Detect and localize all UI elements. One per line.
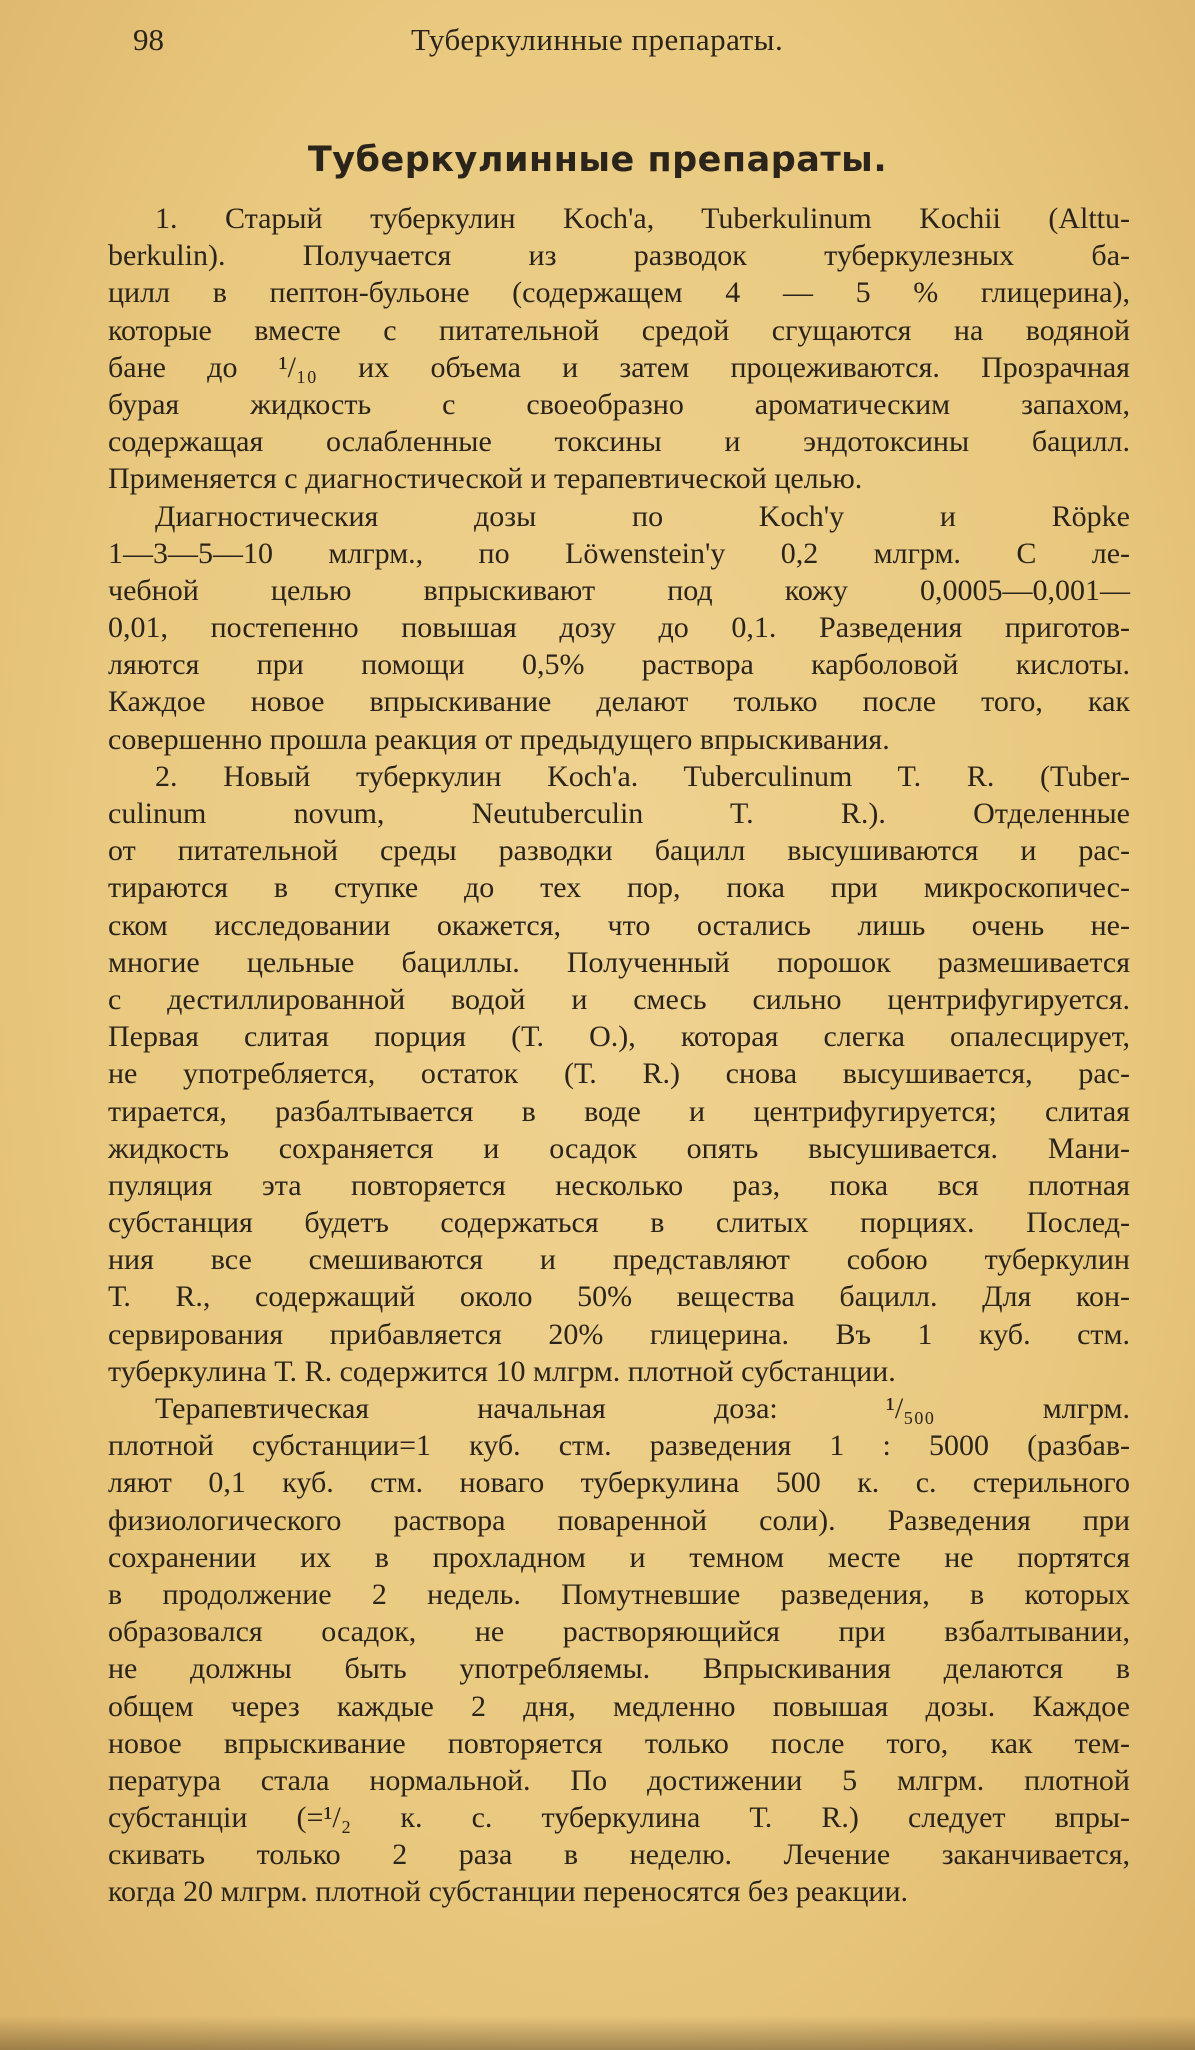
text-line: 1. Старый туберкулин Koch'a, Tuberkulinum Kochii (Alttu- [155,202,1130,235]
text-line: субстанция будетъ содержаться в слитых порциях. Послед- [108,1206,1130,1240]
running-title: Туберкулинные препараты. [411,22,784,57]
text-line: Применяется с диагностической и терапевтической целью. [108,462,863,496]
text-line: цилл в пептон-бульоне (содержащем 4 — 5 % глицерина), [108,276,1130,310]
text-line: тирается, разбалтывается в воде и центрифугируется; слитая [108,1094,1130,1128]
text-line: ния все смешиваются и представляют собою туберкулин [108,1243,1130,1277]
text-line: ляют 0,1 куб. стм. новаго туберкулина 500 к. с. стерильного [108,1466,1130,1500]
section-heading: Туберкулинные препараты. [307,140,888,180]
text-line: Первая слитая порция (Т. О.), которая слегка опалесцирует, [108,1020,1130,1054]
text-line: 0,01, постепенно повышая дозу до 0,1. Разведения приготов- [108,611,1130,645]
text-line: чебной целью впрыскивают под кожу 0,0005—0,001— [108,573,1130,607]
body-text [108,200,1130,1911]
text-line: физиологического раствора поваренной соли). Разведения при [108,1503,1130,1537]
text-line: жидкость сохраняется и осадок опять высушивается. Мани- [108,1131,1130,1165]
text-line: в продолжение 2 недель. Помутневшие разведения, в которых [108,1577,1130,1611]
text-line: ском исследовании окажется, что остались лишь очень не- [108,908,1130,942]
text-line: когда 20 млгрм. плотной субстанции переносятся без реакции. [108,1875,909,1909]
text-line: образовался осадок, не растворяющийся при взбалтывании, [108,1615,1130,1649]
page-number: 98 [133,22,164,57]
text-line: от питательной среды разводки бацилл высушиваются и рас- [108,834,1130,868]
running-head [133,22,1093,62]
text-line: 2. Новый туберкулин Koch'a. Tuberculinum T. R. (Tuber- [155,759,1130,793]
text-line: сохранении их в прохладном и темном месте не портятся [108,1540,1130,1574]
text-line: тираются в ступке до тех пор, пока при микроскопичес- [108,871,1130,905]
text-line: Каждое новое впрыскивание делают только после того, как [108,685,1130,719]
text-line: Терапевтическая начальная доза: ¹/₅₀₀ млгрм. [155,1392,1130,1425]
text-line: пуляция эта повторяется несколько раз, пока вся плотная [108,1168,1130,1202]
text-line: содержащая ослабленные токсины и эндотоксины бацилл. [108,425,1130,459]
text-line: туберкулина Т. R. содержится 10 млгрм. плотной субстанции. [108,1354,896,1388]
text-line: плотной субстанции=1 куб. стм. разведения 1 : 5000 (разбав- [108,1429,1130,1463]
text-line: culinum novum, Neutuberculin T. R.). Отделенные [108,797,1130,830]
text-line: 1—3—5—10 млгрм., по Löwenstein'y 0,2 млгрм. С ле- [108,536,1130,570]
text-line: Диагностическия дозы по Koch'y и Röpke [155,499,1130,533]
text-line: новое впрыскивание повторяется только после того, как тем- [108,1726,1130,1760]
text-line: совершенно прошла реакция от предыдущего впрыскивания. [108,722,890,756]
text-line: Т. R., содержащий около 50% вещества бацилл. Для кон- [108,1280,1130,1314]
text-line: не употребляется, остаток (Т. R.) снова высушивается, рас- [108,1057,1130,1091]
text-line: пература стала нормальной. По достижении 5 млгрм. плотной [108,1763,1130,1797]
text-line: субстанціи (=¹/₂ к. с. туберкулина Т. R.) следует впры- [108,1801,1130,1835]
text-line: бурая жидкость с своеобразно ароматическим запахом, [108,387,1130,421]
text-line: общем через каждые 2 дня, медленно повышая дозы. Каждое [108,1689,1130,1723]
text-line: многие цельные бациллы. Полученный порошок размешивается [108,945,1130,979]
text-line: berkulin). Получается из разводок туберкулезных ба- [108,239,1130,273]
text-line: бане до ¹/₁₀ их объема и затем процеживаются. Прозрачная [108,350,1130,384]
text-line: которые вместе с питательной средой сгущаются на водяной [108,313,1130,347]
text-line: ляются при помощи 0,5% раствора карболовой кислоты. [108,648,1130,682]
text-line: скивать только 2 раза в неделю. Лечение заканчивается, [108,1838,1130,1872]
text-line: не должны быть употребляемы. Впрыскивания делаются в [108,1652,1130,1686]
text-line: с дестиллированной водой и смесь сильно центрифугируется. [108,982,1130,1016]
text-line: сервирования прибавляется 20% глицерина. Въ 1 куб. стм. [108,1317,1130,1351]
